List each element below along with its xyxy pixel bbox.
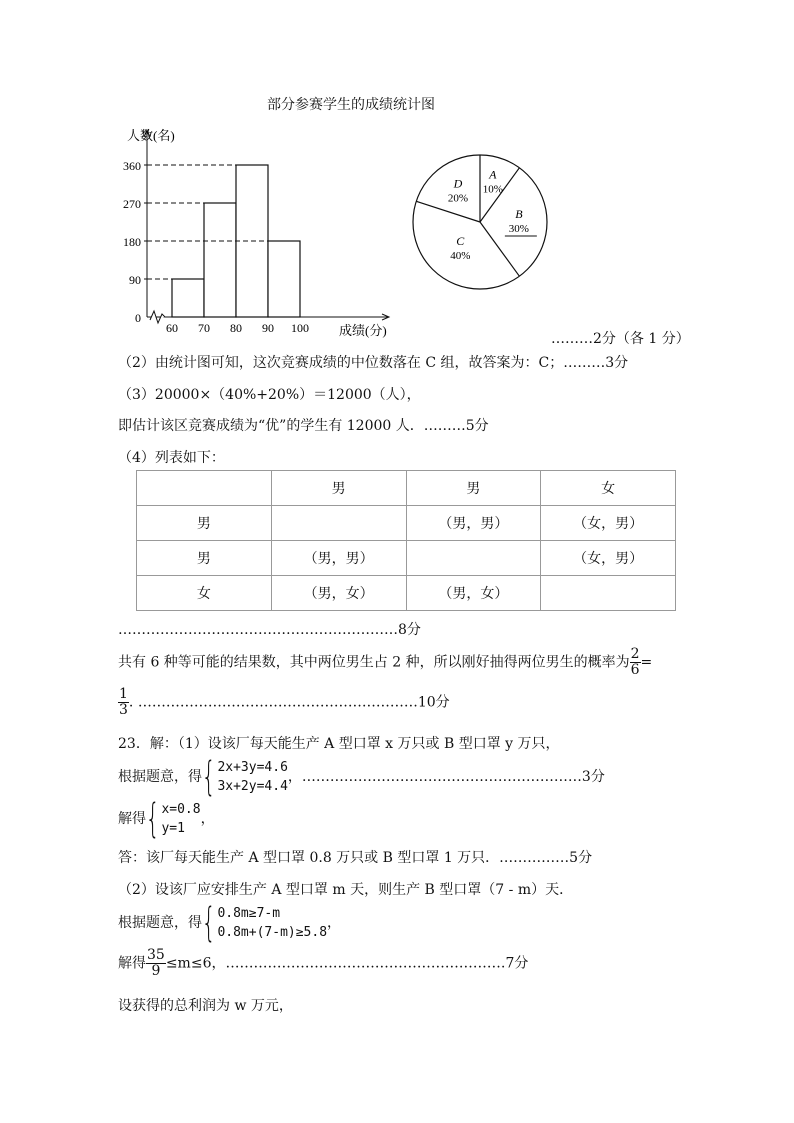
probability-text: 共有 6 种等可能的结果数，其中两位男生占 2 种，所以刚好抽得两位男生的概率为: [118, 654, 630, 671]
inequality-line: 0.8m+(7-m)≥5.8: [217, 925, 328, 940]
score-10: . ……………………………………………………10分: [128, 694, 450, 711]
pie-slice-label: B: [515, 207, 523, 221]
table-cell: [271, 506, 406, 541]
equation-line: 3x+2y=4.4: [217, 779, 288, 794]
y-tick-label: 270: [123, 197, 141, 211]
pie-slice-label: C: [456, 234, 465, 249]
table-cell: [137, 471, 272, 506]
part2-text: （2）由统计图可知，这次竞赛成绩的中位数落在 C 组，故答案为：C；………3分: [118, 355, 629, 371]
q23-inequality-result: [118, 948, 528, 979]
y-tick-label: 180: [123, 235, 141, 249]
table-cell: 女: [541, 471, 676, 506]
table-row: [137, 506, 676, 541]
table-cell: （男，男）: [271, 541, 406, 576]
q23-answer: 答：该厂每天能生产 A 型口罩 0.8 万只或 B 型口罩 1 万只．……………5分: [118, 850, 593, 866]
score-3: ，……………………………………………………3分: [287, 769, 605, 785]
histogram-bar: [204, 203, 236, 317]
fraction: [146, 948, 166, 979]
left-brace-icon: {: [145, 796, 160, 842]
system-lead: 根据题意，得: [118, 915, 202, 931]
fraction-denominator: 9: [151, 963, 161, 979]
table-cell: 男: [137, 541, 272, 576]
pie-slice-percent: 20%: [447, 192, 469, 205]
table-cell: 男: [406, 471, 541, 506]
fraction: [630, 647, 641, 678]
table-cell: （男，女）: [271, 576, 406, 611]
fraction-numerator: 2: [630, 646, 640, 662]
solution-line: x=0.8: [161, 802, 201, 817]
pie-slice-label: D: [453, 176, 463, 191]
score-note: ………2分（各 1 分）: [551, 331, 690, 347]
x-axis-label: 成绩(分): [339, 323, 387, 338]
table-cell: 女: [137, 576, 272, 611]
q23-last-line: 设获得的总利润为 w 万元，: [118, 998, 293, 1014]
table-cell: [406, 541, 541, 576]
table-row: [137, 471, 676, 506]
q23-system2: [118, 900, 342, 946]
table-cell: [541, 576, 676, 611]
x-tick-label: 90: [262, 321, 274, 335]
y-axis-label: 人数(名): [127, 128, 175, 143]
y-tick-label: 360: [123, 159, 141, 173]
q23-solution: [118, 796, 215, 842]
y-tick-label: 90: [129, 273, 141, 287]
score-7: ≤m≤6，……………………………………………………7分: [165, 955, 529, 972]
equation-system: [201, 754, 288, 800]
y-tick-label: 0: [135, 311, 141, 325]
fraction-denominator: 6: [630, 662, 640, 678]
part3-line1: （3）20000×（40%+20%）＝12000（人），: [118, 387, 421, 403]
table-row: [137, 576, 676, 611]
table-cell: 男: [137, 506, 272, 541]
inequality-system: [201, 900, 328, 946]
solution-tail: ，: [200, 811, 215, 827]
fraction-denominator: 3: [119, 702, 128, 718]
histogram-chart: [110, 125, 400, 338]
x-tick-label: 100: [291, 321, 309, 335]
part4-heading: （4）列表如下：: [118, 450, 225, 466]
q23-system1: [118, 754, 605, 800]
pie-slice-percent: 10%: [482, 183, 503, 196]
table-cell: 男: [271, 471, 406, 506]
table-cell: （男，男）: [406, 506, 541, 541]
q23-part2: （2）设该厂应安排生产 A 型口罩 m 天，则生产 B 型口罩（7 - m）天．: [118, 882, 574, 898]
table-cell: （女，男）: [541, 506, 676, 541]
fraction: [118, 687, 129, 718]
chart-title: 部分参赛学生的成绩统计图: [267, 97, 435, 113]
fraction-numerator: 35: [147, 947, 165, 963]
left-brace-icon: {: [201, 900, 216, 946]
solution-system: [145, 796, 201, 842]
outcome-table: [136, 470, 676, 611]
left-brace-icon: {: [201, 754, 216, 800]
x-tick-label: 70: [198, 321, 210, 335]
part3-line2: 即估计该区竞赛成绩为“优”的学生有 12000 人．………5分: [118, 418, 489, 434]
q23-intro: 23．解：（1）设该厂每天能生产 A 型口罩 x 万只或 B 型口罩 y 万只，: [118, 736, 560, 752]
equation-line: 2x+3y=4.6: [217, 760, 288, 775]
pie-chart: [405, 150, 555, 300]
score-8: ……………………………………………………8分: [118, 622, 421, 638]
table-cell: （男，女）: [406, 576, 541, 611]
histogram-bar: [268, 241, 300, 317]
equals-sign: =: [640, 654, 653, 671]
pie-slice-percent: 40%: [450, 250, 471, 263]
system-tail: ，: [327, 915, 342, 931]
table-row: [137, 541, 676, 576]
x-tick-label: 80: [230, 321, 242, 335]
pie-slice-percent: 30%: [508, 223, 529, 235]
table-cell: （女，男）: [541, 541, 676, 576]
x-tick-label: 60: [166, 321, 178, 335]
pie-slice-label: A: [489, 167, 497, 182]
histogram-bar: [172, 279, 204, 317]
fraction-numerator: 1: [119, 686, 128, 702]
solution-lead: 解得: [118, 811, 146, 827]
inequality-lead: 解得: [118, 955, 146, 972]
probability-result-line: [118, 687, 450, 718]
inequality-line: 0.8m≥7-m: [217, 906, 281, 921]
solution-line: y=1: [161, 821, 185, 836]
probability-line: [118, 647, 652, 678]
system-lead: 根据题意，得: [118, 769, 202, 785]
